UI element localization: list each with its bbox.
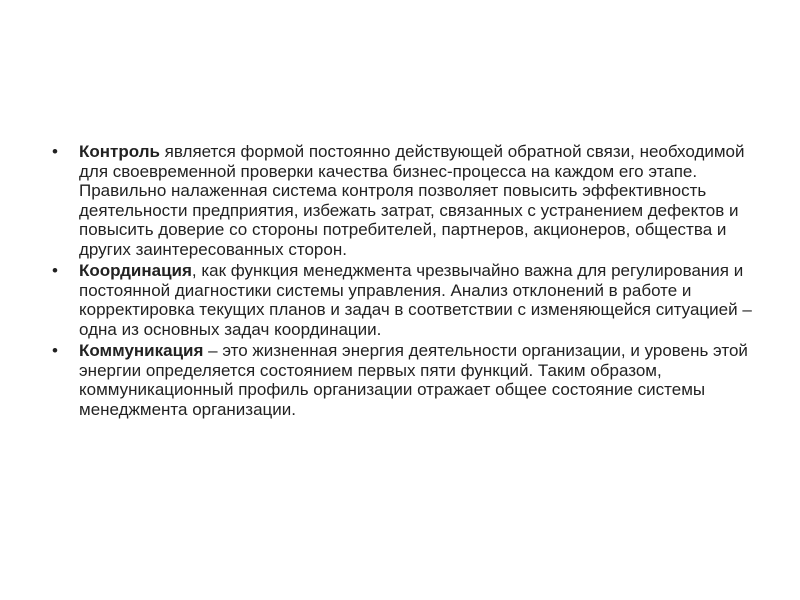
bullet-item-control — [52, 142, 752, 259]
term-communication: Коммуникация — [79, 341, 204, 360]
bullet-item-coordination — [52, 261, 752, 339]
bullet-list — [52, 142, 752, 421]
bullet-text-coordination: , как функция менеджмента чрезвычайно важна для регулирования и постоянной диагностики системы управления. Анализ отклонений в работе и корректировка текущих планов и задач в соответствии с изменяющейся ситуацией – одна из основных задач координации. — [79, 261, 752, 339]
bullet-text-control: является формой постоянно действующей обратной связи, необходимой для своевременной проверки качества бизнес-процесса на каждом его этапе. Правильно налаженная система контроля позволяет повысить эффективность деятельности предприятия, избежать затрат, связанных с устранением дефектов и повысить доверие со стороны потребителей, партнеров, акционеров, общества и других заинтересованных сторон. — [79, 142, 745, 259]
bullet-dot-icon: • — [52, 341, 58, 360]
term-control: Контроль — [79, 142, 160, 161]
bullet-dot-icon: • — [52, 261, 58, 280]
bullet-item-communication — [52, 341, 752, 419]
term-coordination: Координация — [79, 261, 192, 280]
bullet-dot-icon: • — [52, 142, 58, 161]
bullet-text-communication: – это жизненная энергия деятельности организации, и уровень этой энергии определяется состоянием первых пяти функций. Таким образом, коммуникационный профиль организации отражает общее состояние системы менеджмента организации. — [79, 341, 748, 419]
